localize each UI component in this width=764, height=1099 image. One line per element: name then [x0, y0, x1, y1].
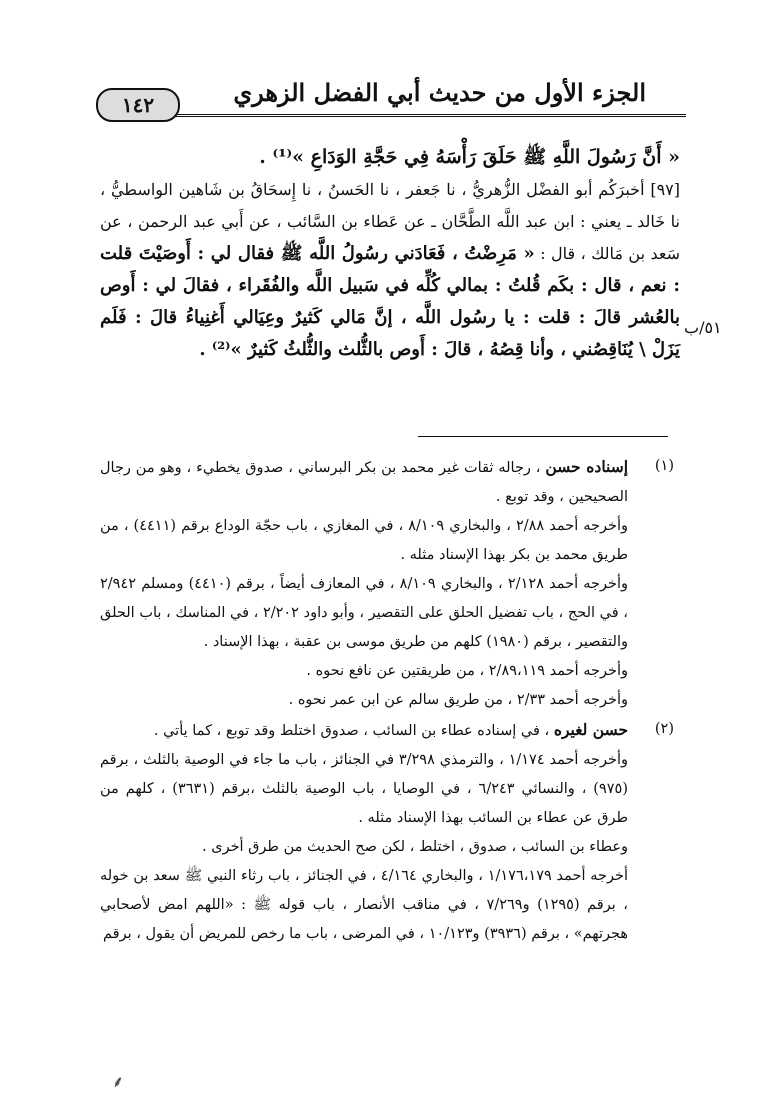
- footnotes: [100, 452, 674, 949]
- footnote-line: [100, 452, 628, 512]
- footnote-line: أخرجه أحمد ١/١٧٦،١٧٩ ، والبخاري ٤/١٦٤ ، في الجنائز ، باب رثاء النبي ﷺ سعد بن خوله ، برقم (١٢٩٥) و٧/٢٦٩ ، في مناقب الأنصار ، باب قوله ﷺ : «اللهم امض لأصحابي هجرتهم» ، برقم (٣٩٣٦) و١٠/١٢٣ ، في المرضى ، باب ما رخص للمريض أن يقول ، برقم: [100, 868, 628, 942]
- paragraph-number: [٩٧]: [650, 180, 680, 199]
- footnote-line: وأخرجه أحمد ٢/٨٨ ، والبخاري ٨/١٠٩ ، في المغازي ، باب حجّة الوداع برقم (٤٤١١) ، من طريق محمد بن بكر بهذا الإسناد مثله .: [100, 518, 628, 563]
- footnote-number: (١): [654, 458, 674, 474]
- header-title: الجزء الأول من حديث أبي الفضل الزهري: [233, 78, 646, 107]
- catchword-mark: ⸙: [112, 1072, 125, 1091]
- footnote-line: وأخرجه أحمد ١/١٧٤ ، والترمذي ٣/٢٩٨ في الجنائز ، باب ما جاء في الوصية بالثلث ، برقم (٩٧٥) ، والنسائي ٦/٢٤٣ ، في الوصايا ، باب الوصية بالثلث ،برقم (٣٦٣١) ، كلهم من طرق عن عطاء بن السائب بهذا الإسناد مثله .: [100, 752, 628, 826]
- grading-label: إسناده حسن: [545, 457, 629, 476]
- footnote-text: ، في إسناده عطاء بن السائب ، صدوق اختلط وقد توبع ، كما يأتي .: [153, 723, 550, 739]
- running-header: [96, 74, 686, 126]
- header-rule: [136, 114, 686, 117]
- footnote-line: [100, 715, 628, 746]
- footnote: [100, 452, 674, 715]
- grading-label: حسن لغيره: [553, 720, 628, 739]
- footnote-text: ، رجاله ثقات غير محمد بن بكر البرساني ، صدوق يخطيء ، وهو من رجال الصحيحين ، وقد توبع .: [100, 460, 628, 505]
- page-number-badge: [96, 88, 180, 122]
- footnote-line: وعطاء بن السائب ، صدوق ، اختلط ، لكن صح الحديث من طرق أخرى .: [202, 839, 628, 855]
- isnad-text: أخبرَكُم أبو الفضْل الزُّهريُّ ، نا جَعفر ، نا الحَسنُ ، نا إِسحَاقُ بن شَاهين الواسطيُّ ، نا خَالد ـ يعني : ابن عبد اللَّه الطَّحَّان ـ عن عَطاء بن السَّائب ، عن أَبي عبد الرحمن ، عن سَعد بن مَالك ، قال :: [100, 180, 681, 263]
- footnote: [100, 715, 674, 949]
- manuscript-folio-note: ٥١/ب: [684, 318, 722, 337]
- matn-text: « مَرِضْتُ ، فَعَادَني رسُولُ اللَّه ﷺ فقال لي : أَوصَيْتَ قلت : نعم ، قال : بكَم قُلتُ : بمالي كُلِّه في سَبيل اللَّه والفُقَراء ، فقالَ لي : أَوص بالعُشر قالَ : قلت : يا رسُول اللَّه ، إنَّ مَالي كَثيرٌ وعِيَالي أَغنِياءُ قالَ : فَلَم يَزَلْ \ يُنَاقِصُني ، وأنا قِصُهُ ، قالَ : أَوص بالثُّلث والثُّلثُ كَثيرٌ »⁽²⁾ .: [100, 243, 680, 360]
- footnote-separator: [418, 436, 668, 437]
- page-number: ١٤٢: [121, 93, 155, 117]
- footnote-number: (٢): [654, 721, 674, 737]
- hadith-paragraph: [100, 174, 680, 366]
- footnote-line: وأخرجه أحمد ٢/٨٩،١١٩ ، من طريقتين عن نافع نحوه .: [306, 663, 628, 679]
- footnote-line: وأخرجه أحمد ٢/٣٣ ، من طريق سالم عن ابن عمر نحوه .: [288, 692, 628, 708]
- footnote-line: وأخرجه أحمد ٢/١٢٨ ، والبخاري ٨/١٠٩ ، في المعازف أيضاً ، برقم (٤٤١٠) ومسلم ٢/٩٤٢ ، في الحج ، باب تفضيل الحلق على التقصير ، وأبو داود ٢/٢٠٢ ، في المناسك ، باب الحلق والتقصير ، برقم (١٩٨٠) كلهم من طريق موسى بن عقبة ، بهذا الإسناد .: [100, 576, 629, 650]
- hadith-conclusion: « أَنَّ رَسُولَ اللَّهِ ﷺ حَلَقَ رَأْسَهُ فِي حَجَّةِ الوَدَاعِ »⁽¹⁾ .: [259, 146, 680, 168]
- main-text: [100, 140, 680, 366]
